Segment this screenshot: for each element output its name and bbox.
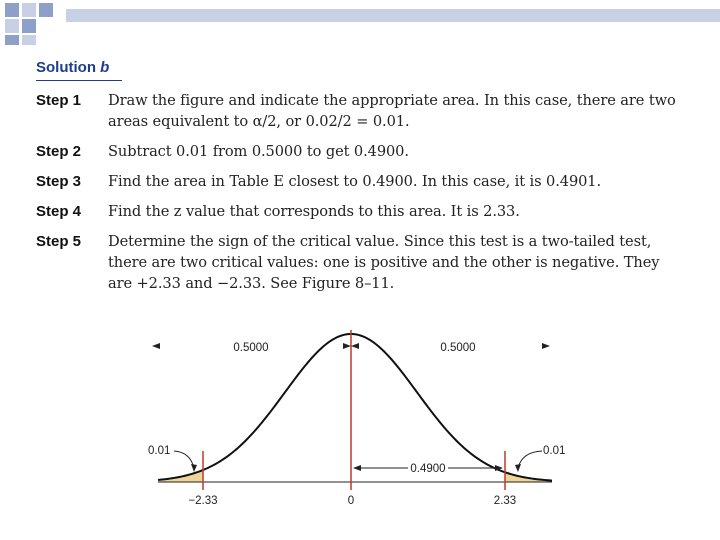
tick-label-left: −2.33 [188, 495, 218, 507]
normal-curve-figure [140, 318, 580, 518]
normal-curve [158, 334, 552, 481]
left-tail-area-label: 0.01 [148, 445, 171, 457]
step-4-label: Step 4 [36, 203, 82, 220]
middle-area-label: 0.4900 [410, 463, 446, 475]
title-underline [36, 80, 122, 81]
left-tail-pointer-arrowhead [191, 464, 197, 472]
step-3-label: Step 3 [36, 173, 82, 190]
deco-square [39, 3, 53, 17]
step-5-line-3: are +2.33 and −2.33. See Figure 8–11. [108, 275, 395, 292]
left-half-outer-arrow [152, 343, 160, 349]
step-1-label: Step 1 [36, 92, 82, 109]
decorative-corner-squares [0, 0, 720, 60]
deco-square [5, 19, 19, 33]
solution-title-main: Solution [36, 59, 96, 76]
step-3-text [108, 171, 678, 192]
left-half-area-label: 0.5000 [233, 342, 269, 354]
step-2-text [108, 141, 678, 162]
deco-square [22, 35, 36, 45]
step-4-text [108, 201, 678, 222]
right-tail-area-label: 0.01 [543, 445, 566, 457]
deco-square [5, 3, 19, 17]
step-2-label: Step 2 [36, 143, 82, 160]
step-5-label: Step 5 [36, 233, 82, 250]
step-4-line-1: Find the z value that corresponds to this area. It is 2.33. [108, 203, 520, 220]
right-tail-pointer-arrowhead [515, 464, 521, 472]
right-half-outer-arrow [542, 343, 550, 349]
deco-bar [66, 9, 720, 22]
step-5-line-2: there are two critical values: one is positive and the other is negative. They [108, 254, 660, 271]
tick-label-right: 2.33 [493, 495, 517, 507]
deco-square [22, 3, 36, 17]
step-5-text [108, 231, 678, 294]
solution-title-letter: b [100, 59, 110, 76]
step-1-line-2: areas equivalent to α/2, or 0.02/2 = 0.01. [108, 113, 410, 130]
step-3-line-1: Find the area in Table E closest to 0.4900. In this case, it is 0.4901. [108, 173, 602, 190]
solution-title [36, 59, 109, 76]
tick-label-center: 0 [347, 495, 355, 507]
left-half-inner-arrow [343, 343, 351, 349]
right-half-area-label: 0.5000 [440, 342, 476, 354]
right-tail-pointer [518, 451, 542, 468]
middle-area-left-arrowhead [353, 465, 361, 471]
step-2-line-1: Subtract 0.01 from 0.5000 to get 0.4900. [108, 143, 409, 160]
step-1-text [108, 90, 678, 132]
step-1-line-1: Draw the figure and indicate the appropriate area. In this case, there are two [108, 92, 676, 109]
deco-square [5, 35, 19, 45]
left-tail-pointer [174, 451, 194, 468]
right-half-inner-arrow [351, 343, 359, 349]
step-5-line-1: Determine the sign of the critical value. Since this test is a two-tailed test, [108, 233, 652, 250]
deco-square [22, 19, 36, 33]
